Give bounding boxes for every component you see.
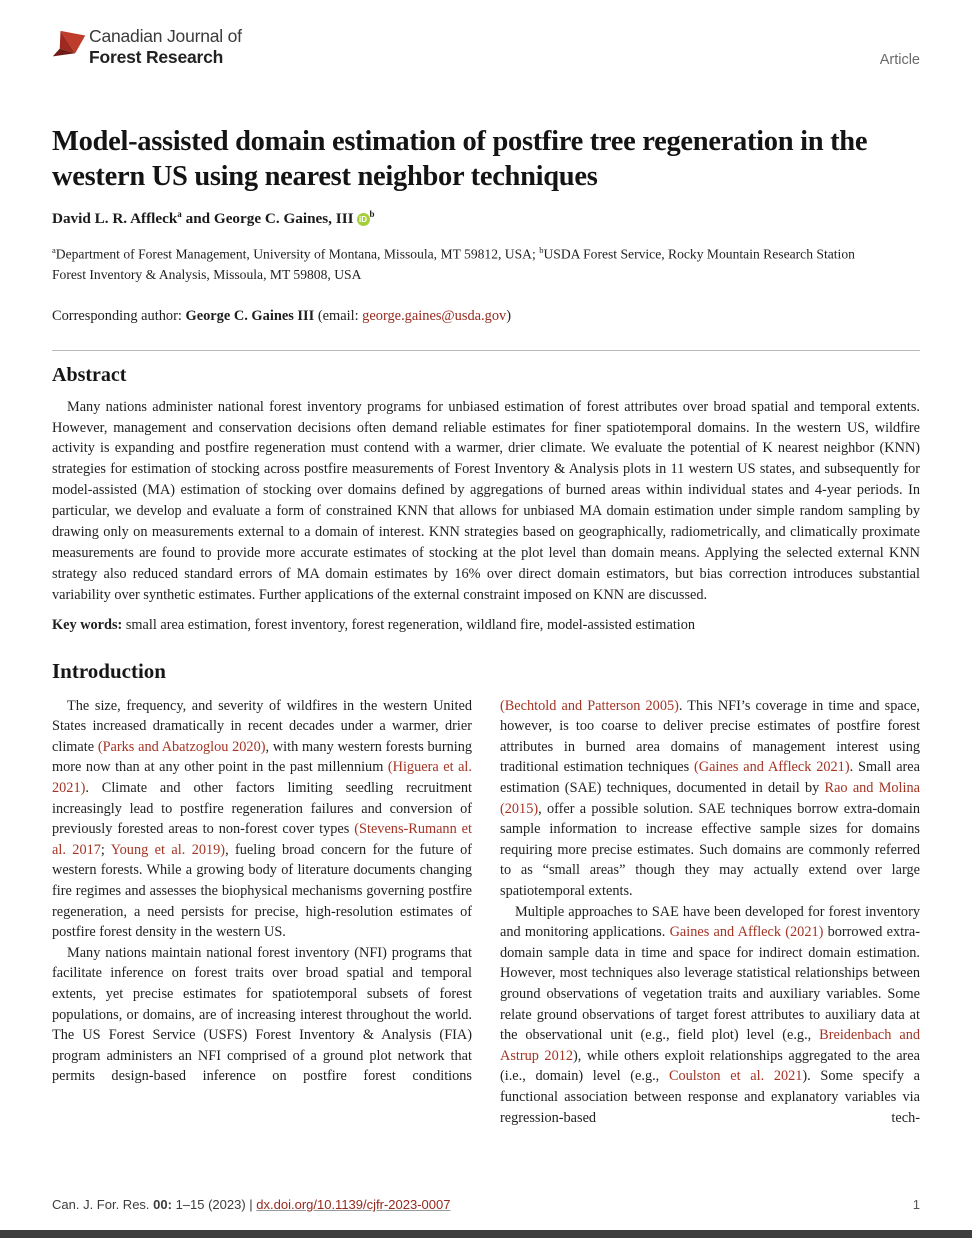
text-span: a xyxy=(177,209,182,219)
citation-link[interactable]: (Gaines and Affleck 2021) xyxy=(693,759,850,776)
text-span: . Small area estimation (SAE) techniques, documented in detail by xyxy=(500,759,920,797)
text-span: . Climate and other factors limiting seedling recruitment increasingly lead to postfire regeneration failures and conversion of previously forested areas to non-forest cover types xyxy=(52,780,472,838)
article-type-badge: Article xyxy=(879,52,920,68)
text-span: Can. J. For. Res. xyxy=(52,1197,154,1212)
two-column-body xyxy=(52,696,920,1128)
intro-right-column xyxy=(500,696,920,1128)
journal-name-line1: Canadian Journal of xyxy=(89,26,242,46)
text-span: ) xyxy=(506,307,512,324)
text-span: , fueling broad concern for the future of western forests. While a growing body of literature documents changing fire regimes and assesses the biophysical mechanisms governing postfire regeneration, a need persists for precise, high-resolution estimates of postfire forest density in the western US. xyxy=(52,841,472,941)
email-link[interactable]: george.gaines@usda.gov xyxy=(362,307,507,324)
citation-link[interactable]: (Bechtold and Patterson 2005) xyxy=(500,697,679,714)
introduction-heading: Introduction xyxy=(52,658,166,683)
journal-name xyxy=(89,26,242,68)
text-span: Key words: xyxy=(52,616,123,633)
authors-line xyxy=(52,209,920,228)
keywords-line xyxy=(52,617,920,634)
text-span: a xyxy=(52,245,56,256)
bottom-window-edge xyxy=(0,1230,972,1238)
page-footer xyxy=(52,1197,920,1212)
citation-link[interactable]: Gaines and Affleck (2021) xyxy=(669,924,824,941)
intro-left-column xyxy=(52,696,472,1128)
page-header xyxy=(52,0,920,68)
text-span: b xyxy=(539,245,544,256)
citation-link[interactable]: Coulston et al. 2021 xyxy=(668,1068,803,1085)
paragraph xyxy=(500,902,920,1129)
text-span: 00: xyxy=(153,1197,172,1212)
abstract-text: Many nations administer national forest inventory programs for unbiased estimation of forest attributes over broad spatial and temporal extents. However, management and conservation decisions often demand reliable estimates for finer spatiotemporal domains. In the western US, wildfire activity is expanding and postfire regeneration must contend with a warmer, drier climate. We evaluate the potential of K nearest neighbor (KNN) strategies for estimation of stocking across postfire measurements of Forest Inventory & Analysis plots in 11 western US states, and subsequently for model-assisted (MA) estimation of stocking over domains defined by aggregations of burned areas within individual states and 4-year periods. In particular, we develop and evaluate a form of constrained KNN that allows for unbiased MA domain estimation under simple random sampling by drawing only on measurements external to a domain of interest. KNN strategies based on geographically, radiometrically, and climatically proximate measurements are found to provide more accurate estimates of stocking at the plot level than domain means. Applying the selected external KNN strategy also reduced standard errors of MA domain estimates by 16% over direct domain estimators, but bias correction introduces substantial variability over synthetic estimates. Further applications of the external constraint imposed on KNN are discussed. xyxy=(52,398,920,603)
text-span: , offer a possible solution. SAE techniques borrow extra-domain sample information to increase effective sample sizes for domains requiring more precise estimates. Such domains are commonly referred to as “small areas” though they may actually extend over large spatiotemporal extents. xyxy=(500,800,920,899)
corresponding-author-line xyxy=(52,308,920,325)
citation-link[interactable]: (Higuera et al. 2021) xyxy=(52,759,472,797)
text-span: , with many western forests burning more now than at any other point in the past millennium xyxy=(52,738,473,776)
text-span: Department of Forest Management, University of Montana, Missoula, MT 59812, USA; xyxy=(55,246,540,262)
citation-link[interactable]: Rao and Molina (2015) xyxy=(500,780,921,817)
text-span: David L. R. Affleck xyxy=(52,210,178,228)
text-span: Many nations maintain national forest inventory (NFI) programs that facilitate inference on forest traits over broad spatial and temporal extents, yet precise estimates for spatiotemporal subsets of forest populations, or domains, are of increasing interest throughout the world. The US Forest Service (USFS) Forest Inventory & Analysis (FIA) program administers an NFI comprised of a ground plot network that permits design-based inference on postfire forest conditions xyxy=(52,944,472,1085)
author-names xyxy=(52,210,354,227)
abstract-heading: Abstract xyxy=(52,363,127,386)
page-number: 1 xyxy=(912,1197,920,1212)
text-span: ), while others exploit relationships aggregated to the area (i.e., domain) level (e.g., xyxy=(500,1047,920,1085)
citation-link[interactable]: Breidenbach and Astrup 2012 xyxy=(500,1027,920,1064)
article-title: Model-assisted domain estimation of postfire tree regeneration in the western US using nearest neighbor techniques xyxy=(52,126,868,192)
paragraph xyxy=(500,696,920,902)
paragraph xyxy=(52,943,472,1087)
citation-link[interactable]: Young et al. 2019) xyxy=(110,841,226,858)
footer-citation xyxy=(52,1197,450,1212)
paragraph xyxy=(52,696,472,943)
text-span: (email: xyxy=(314,307,363,324)
text-span: USDA Forest Service, Rocky Mountain Research Station Forest Inventory & Analysis, Missoula, MT 59808, USA xyxy=(52,246,855,282)
text-span: and George C. Gaines, III xyxy=(181,210,354,228)
citation-link[interactable]: (Stevens-Rumann et al. 2017 xyxy=(52,821,473,858)
text-span: The size, frequency, and severity of wildfires in the western United States increased dramatically in recent decades under a warmer, drier climate xyxy=(52,697,472,755)
doi-link[interactable]: dx.doi.org/10.1139/cjfr-2023-0007 xyxy=(256,1197,451,1212)
text-span: ; xyxy=(100,841,111,858)
affiliations xyxy=(52,240,882,285)
text-span: Multiple approaches to SAE have been developed for forest inventory and monitoring applications. xyxy=(500,903,920,941)
journal-logo[interactable] xyxy=(52,26,242,68)
text-span: small area estimation, forest inventory, forest regeneration, wildland fire, model-assisted estimation xyxy=(122,616,696,633)
orcid-affiliation-sup: b xyxy=(369,209,375,219)
text-span: ). Some specify a functional association between response and explanatory variables via regression-based tech- xyxy=(500,1068,920,1126)
citation-link[interactable]: (Parks and Abatzoglou 2020) xyxy=(97,738,266,755)
text-span: George C. Gaines III xyxy=(185,307,315,324)
text-span: Corresponding author: xyxy=(52,307,186,324)
text-span: . This NFI’s coverage in time and space, however, is too coarse to deliver precise estimates of postfire forest attributes in burned area domains of management interest using traditional estimation techniques xyxy=(500,697,920,776)
text-span: borrowed extra-domain sample data in time and space for indirect domain estimation. However, most techniques also leverage statistical relationships between ground observations of vegetation traits and auxiliary variables. Some relate ground observations of target forest attributes to auxiliary data at the observational unit (e.g., field plot) level (e.g., xyxy=(500,924,920,1044)
text-span: 1–15 (2023) | xyxy=(171,1197,257,1212)
section-divider xyxy=(52,350,920,351)
maple-leaf-logo-icon xyxy=(52,26,86,62)
journal-name-line2: Forest Research xyxy=(89,47,224,67)
orcid-icon[interactable]: iD xyxy=(357,213,370,226)
